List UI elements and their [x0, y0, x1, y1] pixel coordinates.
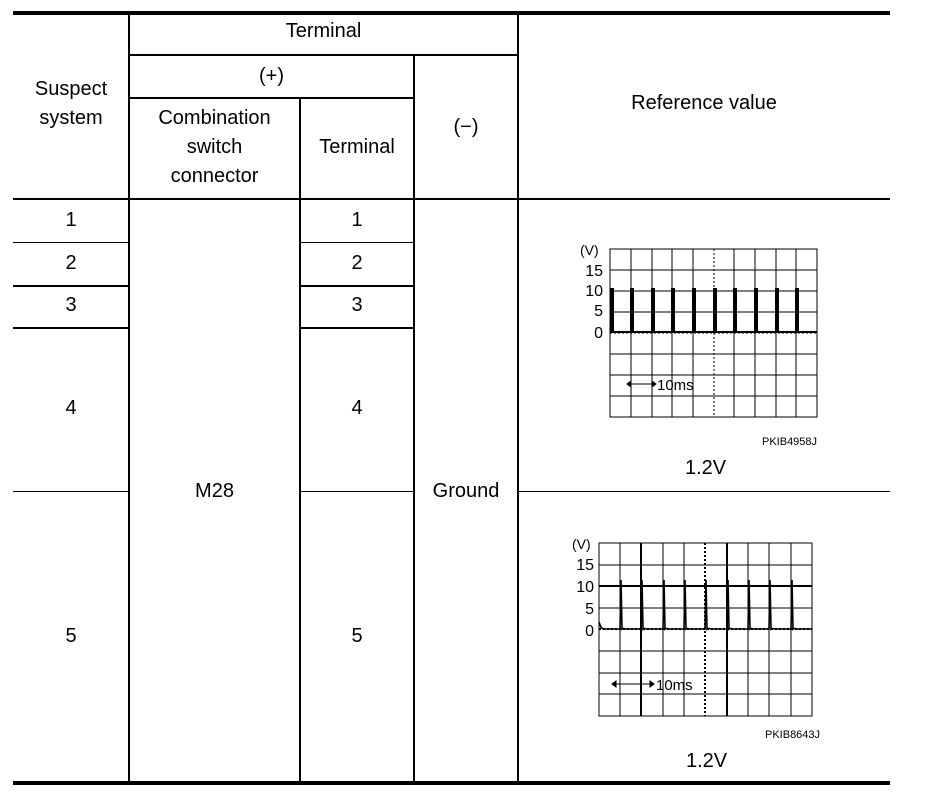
terminal-2: 2	[351, 252, 363, 274]
header-line-terminal	[129, 54, 518, 56]
header-line-plus	[129, 97, 414, 99]
waveform-2-unit: (V)	[572, 536, 591, 552]
waveform-1-code: PKIB4958J	[762, 436, 818, 448]
waveform-2-trace	[599, 580, 812, 629]
waveform-1-tick-15: 15	[585, 263, 603, 280]
waveform-2-tick-10: 10	[576, 579, 594, 596]
row-line-1	[13, 242, 129, 243]
header-suspect-system-line1: Suspect	[34, 78, 108, 100]
row-line-1b	[300, 242, 414, 243]
row-line-3	[13, 327, 129, 329]
waveform-2-value: 1.2V	[686, 750, 728, 772]
row-line-4b	[300, 491, 414, 492]
waveform-2-time-label: 10ms	[656, 677, 693, 694]
col-divider-2	[299, 98, 301, 783]
table-top-border	[13, 11, 890, 15]
header-connector-line3: connector	[170, 165, 259, 187]
system-4: 4	[65, 397, 77, 419]
waveform-1-tick-5: 5	[594, 303, 603, 320]
row-line-4	[13, 491, 129, 492]
header-reference-value: Reference value	[631, 92, 777, 114]
table-bottom-border	[13, 781, 890, 785]
connector-value: M28	[195, 480, 234, 502]
terminal-1: 1	[351, 209, 363, 231]
waveform-1-unit: (V)	[580, 242, 599, 258]
waveform-2	[548, 532, 828, 722]
system-2: 2	[65, 252, 77, 274]
header-plus: (+)	[259, 65, 284, 87]
header-bottom-line	[13, 198, 890, 200]
header-terminal: Terminal	[285, 20, 362, 42]
waveform-2-tick-5: 5	[585, 601, 594, 618]
header-connector-line1: Combination	[158, 107, 271, 129]
header-minus: (−)	[453, 116, 479, 138]
waveform-2-code: PKIB8643J	[765, 729, 821, 741]
system-3: 3	[65, 294, 77, 316]
header-terminal-sub: Terminal	[319, 136, 395, 158]
ground-value: Ground	[432, 480, 500, 502]
system-1: 1	[65, 209, 77, 231]
row-line-2	[13, 285, 129, 287]
header-connector-line2: switch	[186, 136, 243, 158]
waveform-1-time-marker	[627, 381, 656, 387]
row-line-3b	[300, 327, 414, 329]
waveform-1-time-label: 10ms	[657, 377, 694, 394]
waveform-1-tick-10: 10	[585, 283, 603, 300]
waveform-1-trace	[610, 289, 817, 332]
waveform-2-tick-0: 0	[585, 623, 594, 640]
waveform-2-time-marker	[612, 681, 654, 687]
terminal-3: 3	[351, 294, 363, 316]
waveform-1	[560, 238, 830, 423]
row-line-ref	[518, 491, 890, 492]
waveform-2-tick-15: 15	[576, 557, 594, 574]
terminal-4: 4	[351, 397, 363, 419]
system-5: 5	[65, 625, 77, 647]
waveform-1-tick-0: 0	[594, 325, 603, 342]
header-suspect-system-line2: system	[39, 107, 103, 129]
terminal-5: 5	[351, 625, 363, 647]
row-line-2b	[300, 285, 414, 287]
waveform-1-value: 1.2V	[685, 457, 727, 479]
